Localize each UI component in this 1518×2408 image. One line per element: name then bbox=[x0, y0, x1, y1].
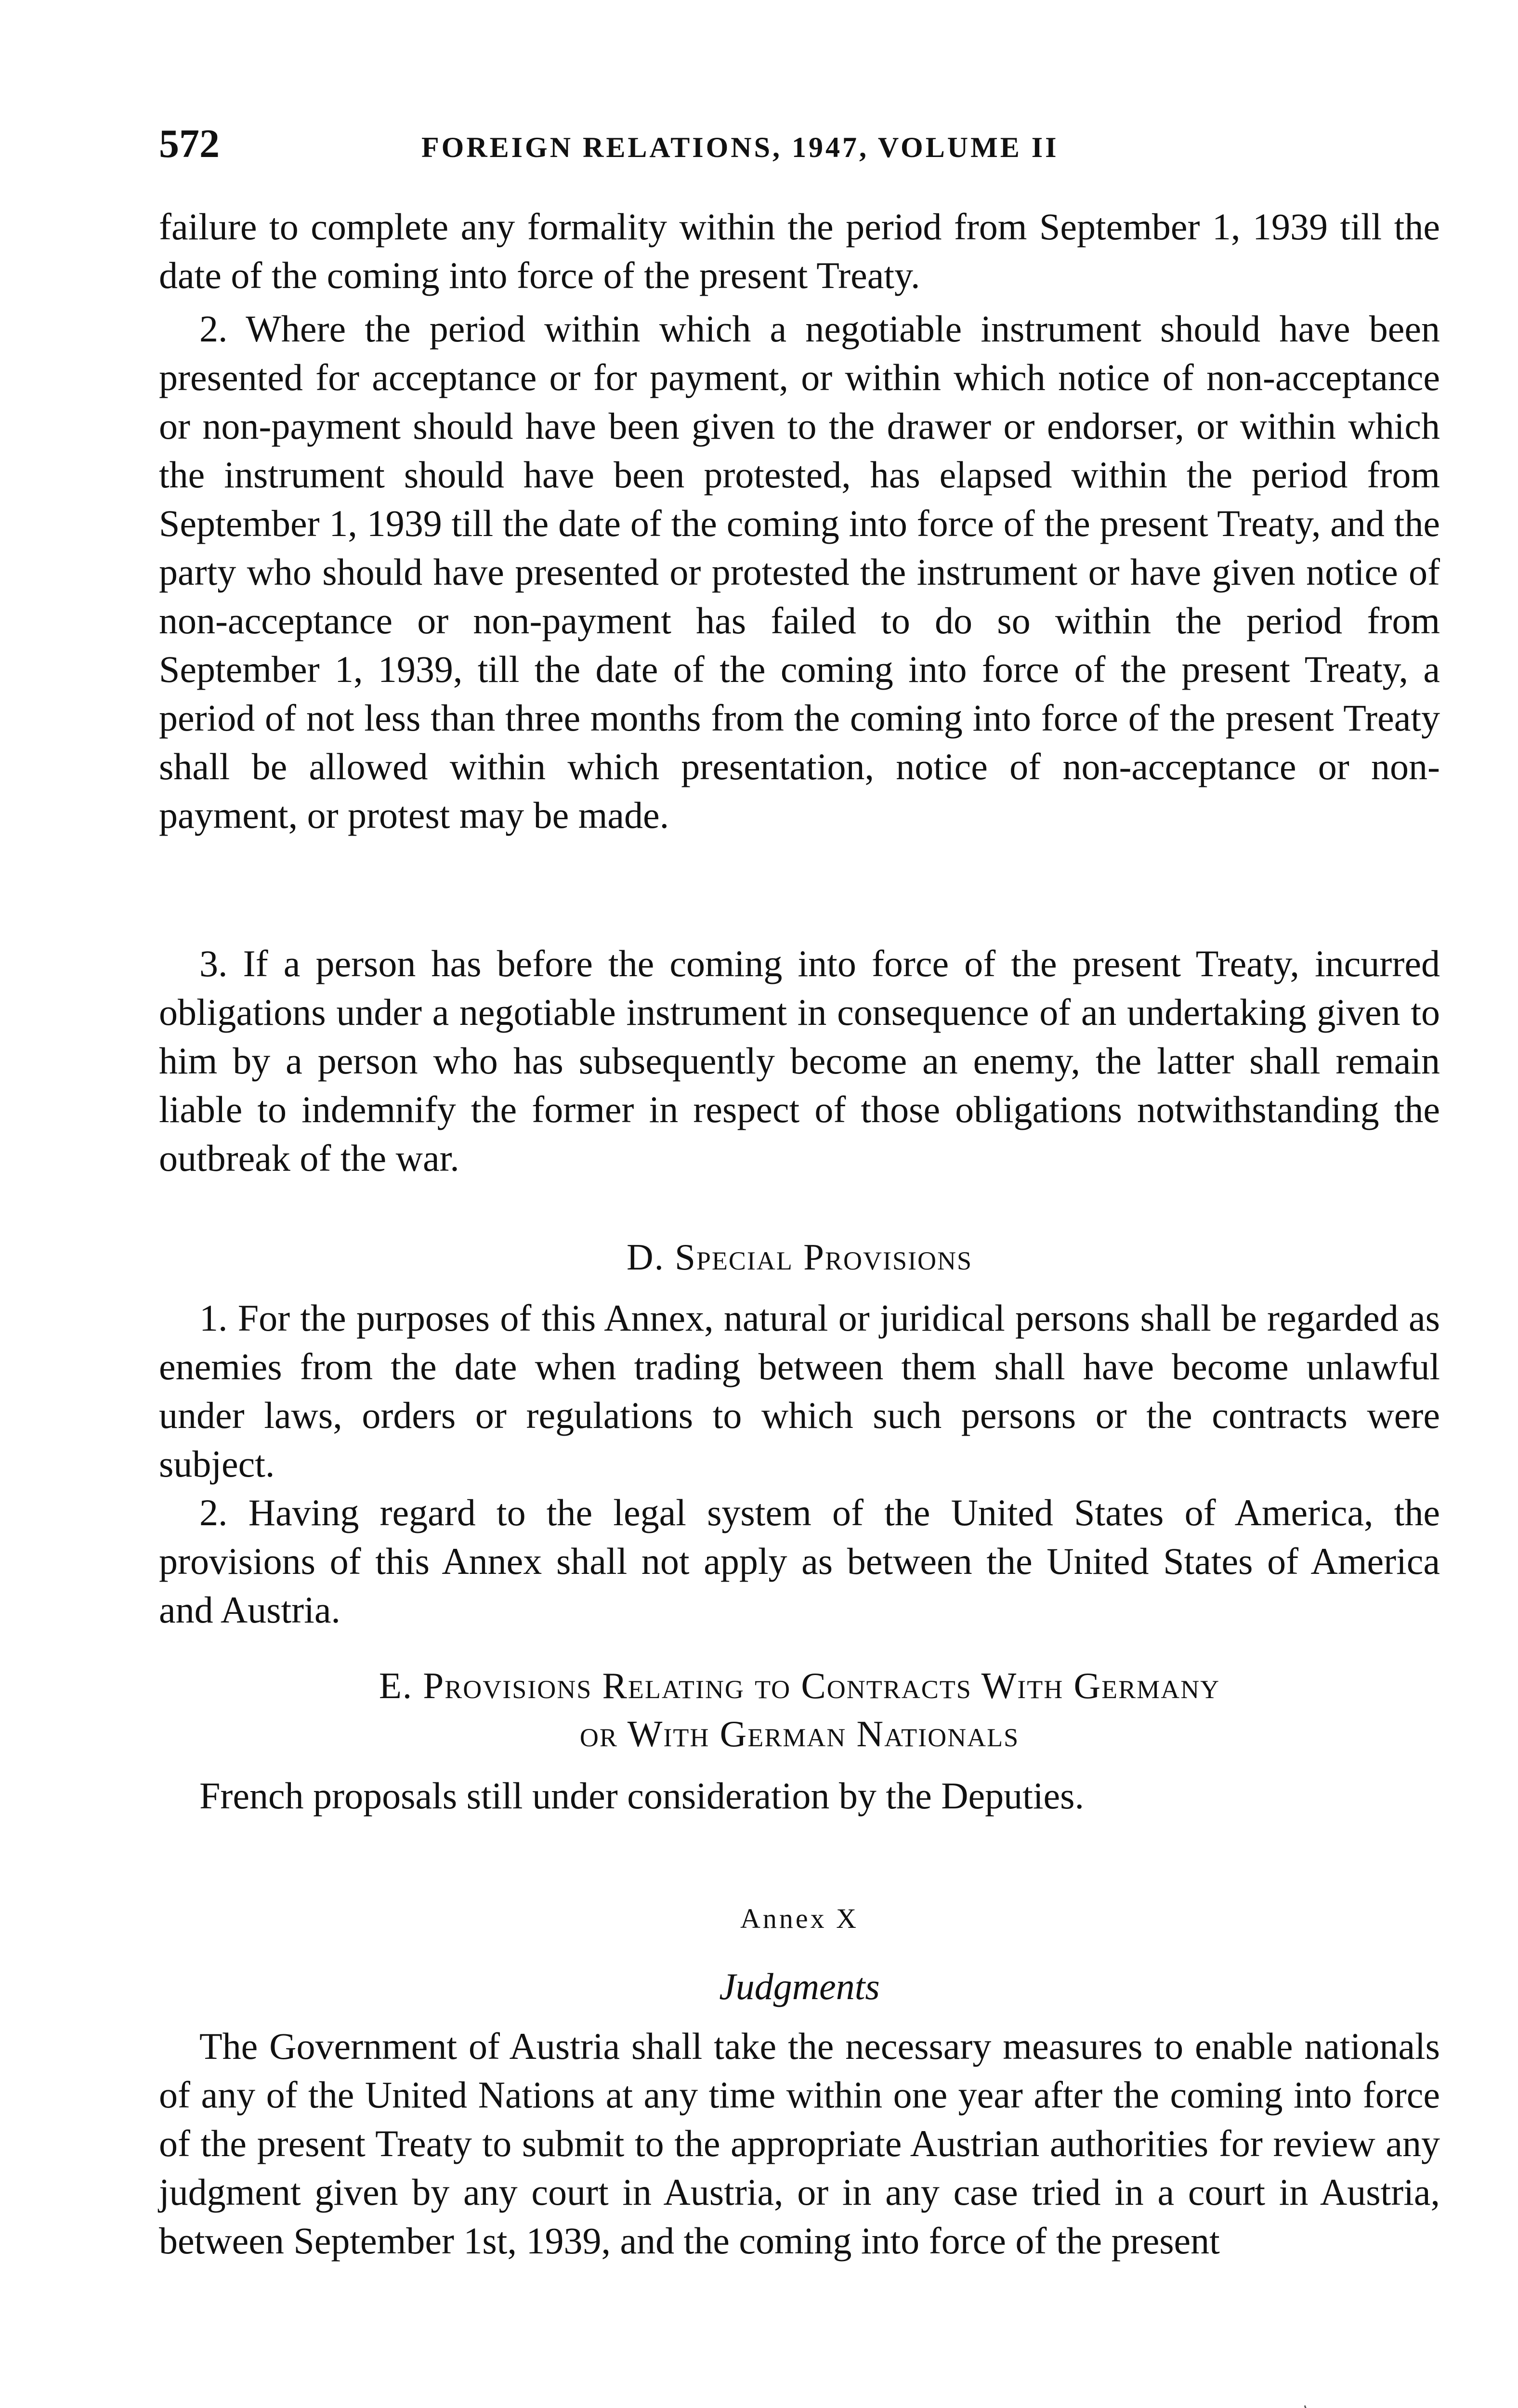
running-head: FOREIGN RELATIONS, 1947, VOLUME II bbox=[421, 131, 1059, 163]
section-heading-e-line2: or With German Nationals bbox=[579, 1713, 1020, 1754]
paragraph-d1: 1. For the purposes of this Annex, natural or juridical persons shall be regarded as enemies from the date when trading between them shall have become unlawful under laws, orders or regulations to which such persons or the contracts were subject. bbox=[159, 1297, 1440, 1485]
paragraph-e: French proposals still under consideration by the Deputies. bbox=[199, 1775, 1084, 1817]
paragraph-annex-x: The Government of Austria shall take the necessary measures to enable nationals of any of the United Nations at any time within one year after the coming into force of the present Treaty to submit to the appropriate Austrian authorities for review any judgment given by any court in Austria, or in any case tried in a court in Austria, between September 1st, 1939, and the coming into force of the present bbox=[159, 2025, 1440, 2262]
page-number: 572 bbox=[159, 121, 220, 166]
paragraph-d2: 2. Having regard to the legal system of the United States of America, the provisions of this Annex shall not apply as between the United States of America and Austria. bbox=[159, 1492, 1440, 1631]
page-header bbox=[159, 120, 1440, 173]
paragraph-c2: 2. Where the period within which a negotiable instrument should have been presented for acceptance or for payment, or within which notice of non-acceptance or non-payment should have been given to the drawer or endorser, or within which the instrument should have been protested, has elapsed within the period from September 1, 1939 till the date of the coming into force of the present Treaty, and the party who should have presented or protested the instrument or have given notice of non-acceptance or non-payment has failed to do so within the period from September 1, 1939, till the date of the coming into force of the present Treaty, a period of not less than three months from the coming into force of the present Treaty shall be allowed within which presentation, notice of non-acceptance or non-payment, or protest may be made. bbox=[159, 308, 1440, 836]
annex-title: Judgments bbox=[719, 1965, 880, 2007]
section-heading-e-line1: E. Provisions Relating to Contracts With Germany bbox=[379, 1665, 1220, 1706]
paragraph-c3: 3. If a person has before the coming into force of the present Treaty, incurred obligations under a negotiable instrument in consequence of an undertaking given to him by a person who has subsequently become an enemy, the latter shall remain liable to indemnify the former in respect of those obligations notwithstanding the outbreak of the war. bbox=[159, 942, 1440, 1179]
paragraph-continuation: failure to complete any formality within the period from September 1, 1939 till the date of the coming into force of the present Treaty. bbox=[159, 206, 1440, 296]
section-heading-d: D. Special Provisions bbox=[626, 1236, 973, 1278]
annex-label: Annex X bbox=[740, 1903, 859, 1934]
scan-mark bbox=[1304, 2405, 1332, 2408]
